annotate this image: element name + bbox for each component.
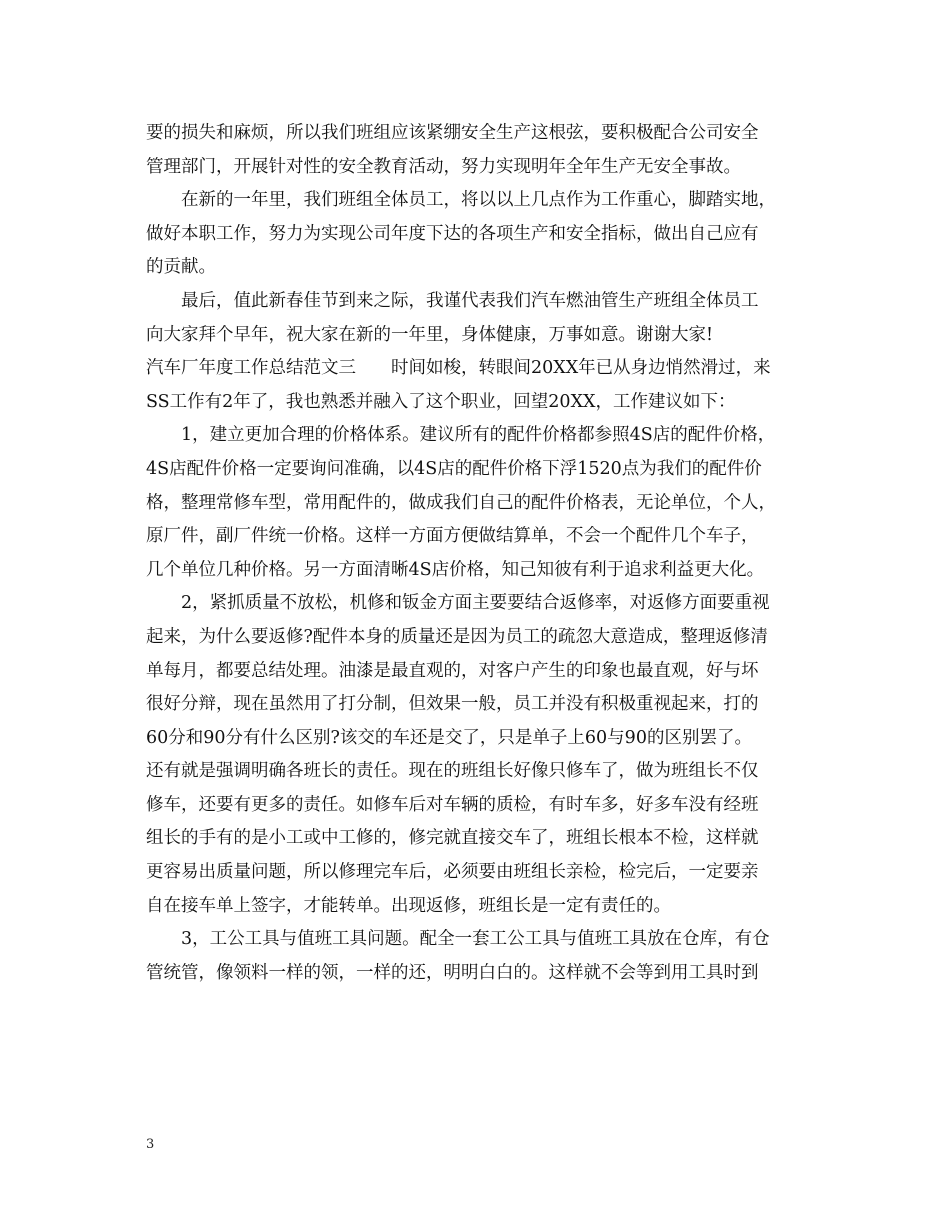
text-line: 格，整理常修车型，常用配件的，做成我们自己的配件价格表，无论单位，个人，	[146, 492, 776, 513]
text-line: 组长的手有的是小工或中工修的，修完就直接交车了，班组长根本不检，这样就	[146, 828, 759, 849]
text-line: SS工作有2年了，我也熟悉并融入了这个职业，回望20XX，工作建议如下：	[146, 391, 736, 412]
body-text	[146, 117, 816, 990]
text-line: 自在接车单上签字，才能转单。出现返修，班组长是一定有责任的。	[146, 895, 671, 916]
text-line: 单每月，都要总结处理。油漆是最直观的，对客户产生的印象也最直观，好与坏	[146, 660, 759, 681]
text-line: 更容易出质量问题，所以修理完车后，必须要由班组长亲检，检完后，一定要亲	[146, 862, 759, 883]
text-line: 很好分辩，现在虽然用了打分制，但效果一般，员工并没有积极重视起来，打的	[146, 694, 759, 715]
text-line: 最后，值此新春佳节到来之际，我谨代表我们汽车燃油管生产班组全体员工	[181, 290, 759, 311]
text-line: 起来，为什么要返修?配件本身的质量还是因为员工的疏忽大意造成，整理返修清	[146, 626, 768, 647]
text-line: 向大家拜个早年，祝大家在新的一年里，身体健康，万事如意。谢谢大家!	[146, 324, 714, 345]
text-line: 管统管，像领料一样的领，一样的还，明明白白的。这样就不会等到用工具时到	[146, 962, 759, 983]
text-line: 原厂件，副厂件统一价格。这样一方面方便做结算单，不会一个配件几个车子，	[146, 526, 759, 547]
page-number: 3	[146, 1137, 155, 1152]
text-line: 管理部门，开展针对性的安全教育活动，努力实现明年全年生产无安全事故。	[146, 156, 741, 177]
text-line: 还有就是强调明确各班长的责任。现在的班组长好像只修车了，做为班组长不仅	[146, 761, 759, 782]
text-line: 要的损失和麻烦，所以我们班组应该紧绷安全生产这根弦，要积极配合公司安全	[146, 123, 759, 143]
text-line: 1，建立更加合理的价格体系。建议所有的配件价格都参照4S店的配件价格，	[181, 425, 776, 446]
text-line: 2，紧抓质量不放松，机修和钣金方面主要要结合返修率，对返修方面要重视	[181, 593, 770, 614]
text-line: 几个单位几种价格。另一方面清晰4S店价格，知己知彼有利于追求利益更大化。	[146, 559, 765, 580]
text-line: 汽车厂年度工作总结范文三 时间如梭，转眼间20XX年已从身边悄然滑过，来	[146, 358, 771, 379]
text-line: 60分和90分有什么区别?该交的车还是交了，只是单子上60与90的区别罢了。	[146, 727, 752, 748]
text-line: 4S店配件价格一定要询问准确，以4S店的配件价格下浮1520点为我们的配件价	[146, 458, 762, 479]
text-line: 3，工公工具与值班工具问题。配全一套工公工具与值班工具放在仓库，有仓	[181, 929, 770, 950]
text-line: 修车，还要有更多的责任。如修车后对车辆的质检，有时车多，好多车没有经班	[146, 794, 759, 815]
text-line: 做好本职工作，努力为实现公司年度下达的各项生产和安全指标，做出自己应有	[146, 223, 759, 244]
text-line: 在新的一年里，我们班组全体员工，将以以上几点作为工作重心，脚踏实地，	[181, 190, 776, 211]
text-line: 的贡献。	[146, 257, 216, 278]
